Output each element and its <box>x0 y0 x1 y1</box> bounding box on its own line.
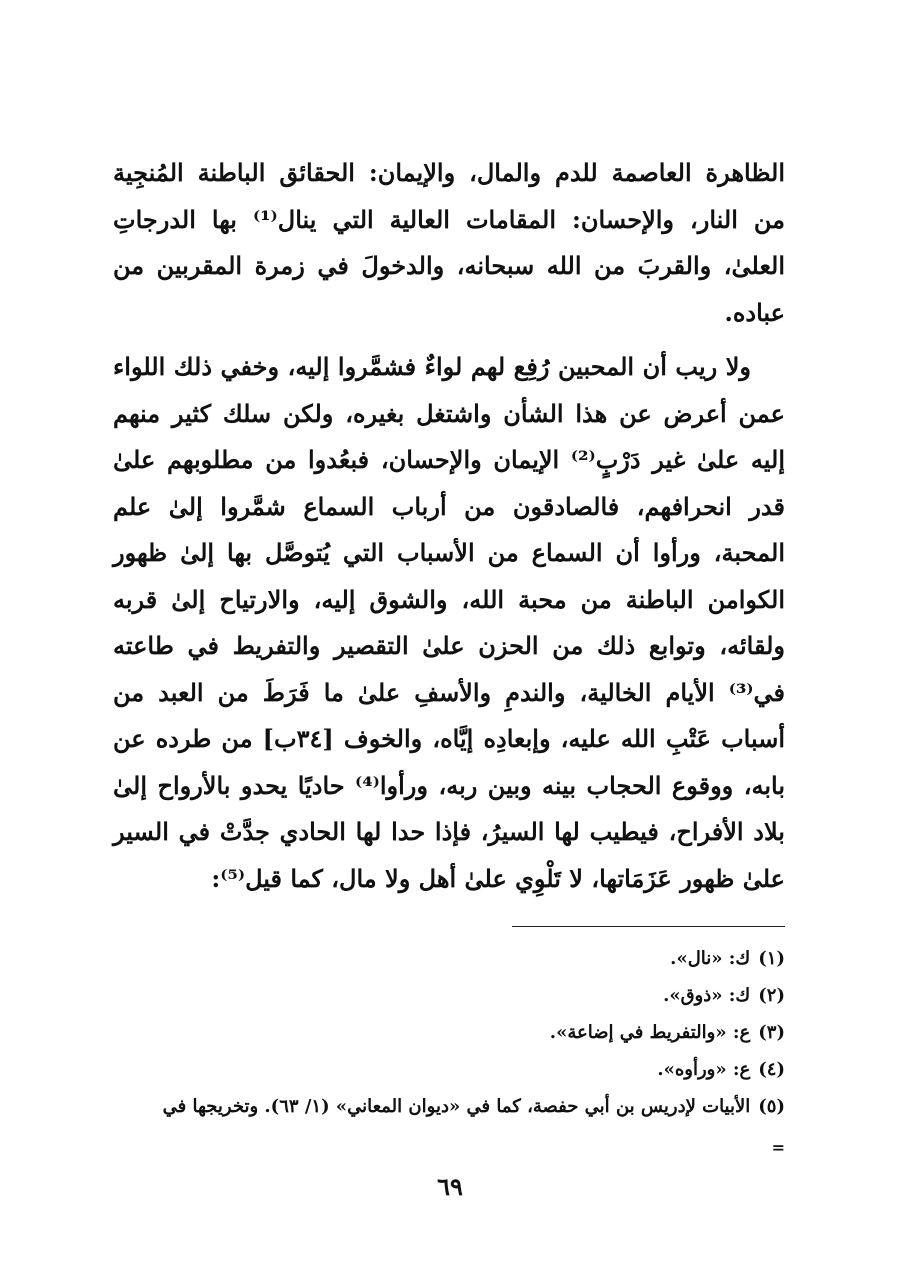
footnote-number: (٤) <box>758 1059 785 1080</box>
footnotes <box>113 940 785 1125</box>
footnote-text: ع: «ورأوه». <box>657 1059 751 1080</box>
footnote-text: ع: «والتفريط في إضاعة». <box>549 1022 751 1043</box>
footnote-separator <box>512 926 785 927</box>
footnote-text: ك: «ذوق». <box>663 985 751 1006</box>
footnote-text: الأبيات لإدريس بن أبي حفصة، كما في «ديوان المعاني» (١/ ٦٣). وتخريجها في <box>162 1096 751 1117</box>
paragraph-1: الظاهرة العاصمة للدم والمال، والإيمان: الحقائق الباطنة المُنجِية من النار، والإحسان: المقامات العالية التي ينال⁽¹⁾ بها الدرجاتِ العلىٰ، والقربَ من الله سبحانه، والدخولَ في زمرة المقربين من عباده. <box>113 158 785 327</box>
footnote-number: (٥) <box>758 1096 785 1117</box>
footnote-continuation-mark: = <box>771 1138 785 1157</box>
footnote-text: ك: «نال». <box>670 948 751 969</box>
footnote-1 <box>113 940 785 977</box>
footnote-number: (١) <box>758 948 785 969</box>
footnote-number: (٢) <box>758 985 785 1006</box>
footnote-number: (٣) <box>758 1022 785 1043</box>
paragraph-2: ولا ريب أن المحبين رُفِع لهم لواءٌ فشمَّروا إليه، وخفي ذلك اللواء عمن أعرض عن هذا الشأن واشتغل بغيره، ولكن سلك كثير منهم إليه علىٰ غير دَرْبٍ⁽²⁾ الإيمان والإحسان، فبعُدوا من مطلوبهم علىٰ قدر انحرافهم، فالصادقون من أرباب السماع شمَّروا إلىٰ علم المحبة، ورأوا أن السماع من الأسباب التي يُتوصَّل بها إلىٰ ظهور الكوامن الباطنة من محبة الله، والشوق إليه، والارتياح إلىٰ قربه ولقائه، وتوابع ذلك من الحزن علىٰ التقصير والتفريط في طاعته في⁽³⁾ الأيام الخالية، والندمِ والأسفِ علىٰ ما فَرَطَ من العبد من أسباب عَتْبِ الله عليه، وإبعادِه إيَّاه، والخوف [٣٤ب] من طرده عن بابه، ووقوع الحجاب بينه وبين ربه، ورأوا⁽⁴⁾ حاديًا يحدو بالأرواح إلىٰ بلاد الأفراح، فيطيب لها السيرُ، فإذا حدا لها الحادي جدَّتْ في السير علىٰ ظهور عَزَمَاتها، لا تَلْوِي علىٰ أهل ولا مال، كما قيل⁽⁵⁾: <box>113 352 786 893</box>
main-text <box>113 150 785 902</box>
footnote-4 <box>113 1051 785 1088</box>
page-number: ٦٩ <box>437 1172 463 1201</box>
footnote-3 <box>113 1014 785 1051</box>
footnote-2 <box>113 977 785 1014</box>
footnote-5 <box>113 1088 785 1125</box>
footnote-list <box>113 940 785 1125</box>
